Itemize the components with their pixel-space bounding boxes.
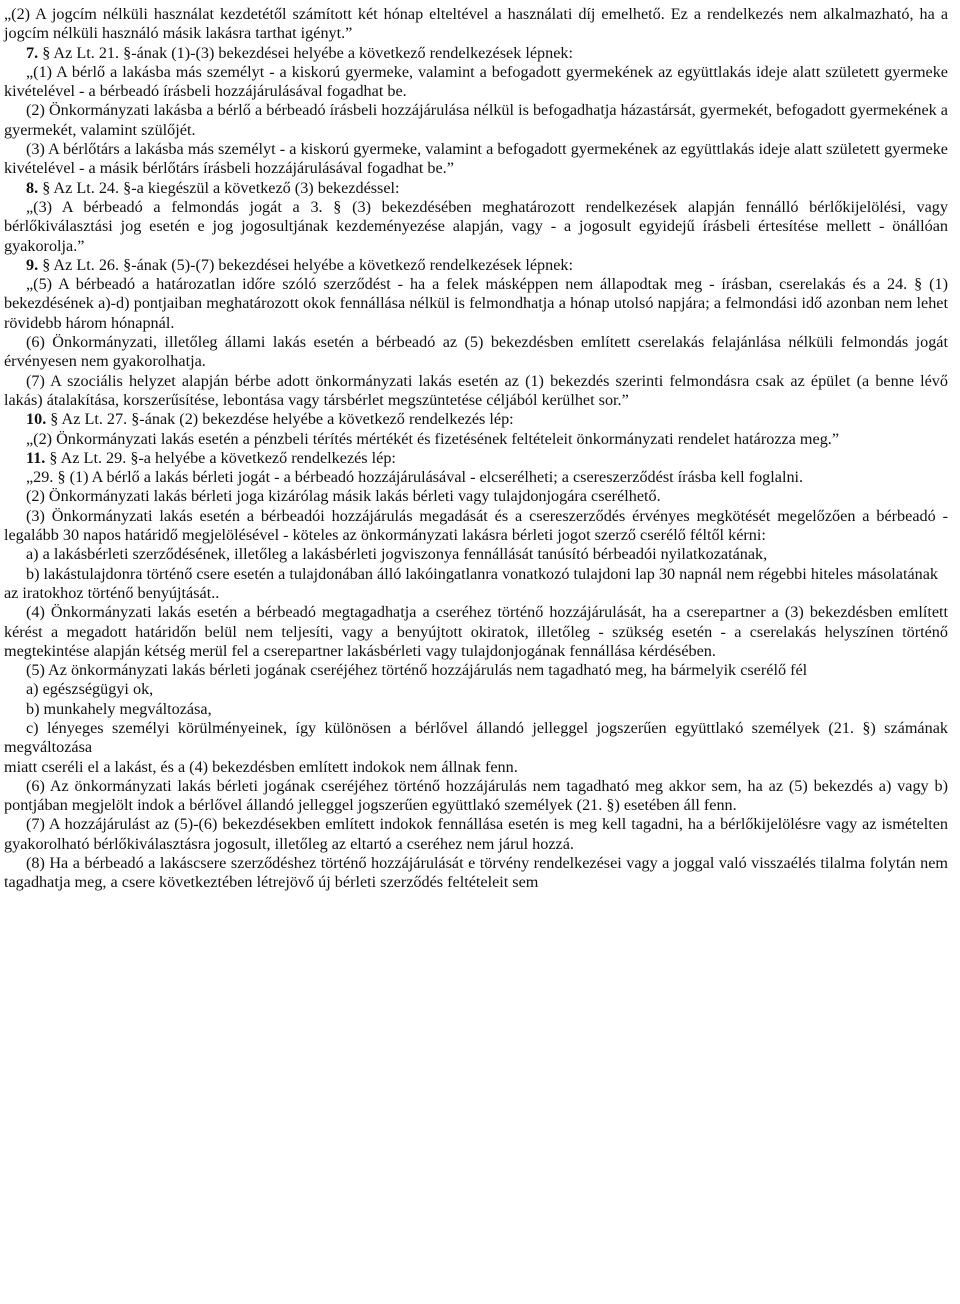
section-heading: [4, 44, 948, 63]
paragraph: [4, 661, 948, 680]
paragraph: [4, 584, 948, 603]
paragraph: [4, 275, 948, 333]
paragraph: [4, 101, 948, 140]
paragraph-text: (6) Önkormányzati, illetőleg állami lakás esetén a bérbeadó az (5) bekezdésben említett cserelakás felajánlása nélküli felmondás jogát érvényesen nem gyakorolhatja.: [4, 333, 948, 371]
paragraph-text: (2) Önkormányzati lakásba a bérlő a bérbeadó írásbeli hozzájárulása nélkül is befogadhatja házastársát, gyermekét, befogadott gyermekének a gyermekét, valamint szülőjét.: [4, 101, 948, 139]
section-heading-text: § Az Lt. 26. §-ának (5)-(7) bekezdései helyébe a következő rendelkezések lépnek:: [38, 255, 573, 274]
paragraph-text: miatt cseréli el a lakást, és a (4) bekezdésben említett indokok nem állnak fenn.: [4, 757, 518, 776]
paragraph: [4, 815, 948, 854]
section-heading: [4, 410, 948, 429]
list-item-text: c) lényeges személyi körülményeinek, így különösen a bérlővel állandó jelleggel jogszerűen együttlakó személyek (21. §) számának megváltozása: [4, 718, 948, 757]
list-item: [4, 700, 948, 719]
paragraph: [4, 5, 948, 44]
list-item: [4, 719, 948, 758]
paragraph: [4, 854, 948, 893]
paragraph-text: „(5) A bérbeadó a határozatlan időre szóló szerződést - ha a felek másképpen nem állapodtak meg - írásban, cserelakás és a 24. § (1) bekezdésének a)-d) pontjaiban meghatározott okok fennállása nélkül is felmondhatja a hónap utolsó napjára; a felmondási idő azonban nem lehet rövidebb három hónapnál.: [4, 275, 948, 332]
paragraph: [4, 430, 948, 449]
paragraph-text: „29. § (1) A bérlő a lakás bérleti jogát - a bérbeadó hozzájárulásával - elcserélheti; a csereszerződést írásba kell foglalni.: [26, 468, 804, 487]
paragraph-text: „(1) A bérlő a lakásba más személyt - a kiskorú gyermeke, valamint a befogadott gyermekének az együttlakás ideje alatt született gyermeke kivételével - a bérbeadó írásbeli hozzájárulásával fogadhat be.: [4, 62, 948, 101]
paragraph: [4, 372, 948, 411]
paragraph-text: „(3) A bérbeadó a felmondás jogát a 3. § (3) bekezdésében meghatározott rendelkezések alapján fennálló bérlőkijelölési, vagy bérlőkiválasztási jog esetén e jog jogosultjának kezdeményezése alapján, vagy - a jogosult egyidejű írásbeli értesítése mellett - önállóan gyakorolja.”: [4, 197, 948, 255]
paragraph: [4, 468, 948, 487]
section-heading: [4, 256, 948, 275]
list-item-text: a) a lakásbérleti szerződésének, illetőleg a lakásbérleti jogviszonya fennállását tanúsító bérbeadói nyilatkozatának,: [26, 545, 768, 564]
paragraph: [4, 507, 948, 546]
paragraph: [4, 198, 948, 256]
paragraph: [4, 333, 948, 372]
section-heading-text: § Az Lt. 24. §-a kiegészül a következő (3) bekezdéssel:: [38, 178, 400, 197]
section-heading-text: § Az Lt. 21. §-ának (1)-(3) bekezdései helyébe a következő rendelkezések lépnek:: [38, 43, 573, 62]
section-number: 11.: [26, 448, 46, 467]
paragraph-text: (5) Az önkormányzati lakás bérleti jogának cseréjéhez történő hozzájárulás nem tagadható meg, ha bármelyik cserélő fél: [26, 661, 808, 680]
paragraph-text: (3) A bérlőtárs a lakásba más személyt - a kiskorú gyermeke, valamint a befogadott gyermekének az együttlakás ideje alatt született gyermeke kivételével - a másik bérlőtárs írásbeli hozzájárulásával fogadhat be.”: [4, 140, 948, 178]
list-item-text: b) lakástulajdonra történő csere esetén a tulajdonában álló lakóingatlanra vonatkozó tulajdoni lap 30 napnál nem régebbi hiteles másolatának: [26, 564, 939, 583]
section-number: 7.: [26, 43, 39, 62]
paragraph: [4, 140, 948, 179]
paragraph-text: (6) Az önkormányzati lakás bérleti jogának cseréjéhez történő hozzájárulás nem tagadható meg akkor sem, ha az (5) bekezdés a) vagy b) pontjában megjelölt indok a bérlővel állandó jelleggel jogszerűen együttlakó személyek (21. §) esetében áll fenn.: [4, 776, 948, 815]
paragraph-text: (7) A hozzájárulást az (5)-(6) bekezdésekben említett indokok fennállása esetén is meg kell tagadni, ha a bérlőkijelölésre vagy az ismételten gyakorolható bérlőkiválasztásra jogosult, illetőleg az eltartó a cseréhez nem járul hozzá.: [4, 815, 948, 853]
paragraph-text: „(2) A jogcím nélküli használat kezdetétől számított két hónap elteltével a használati díj emelhető. Ez a rendelkezés nem alkalmazható, ha a jogcím nélküli használó másik lakásra tarthat igényt.”: [4, 5, 948, 43]
paragraph: [4, 63, 948, 102]
paragraph-text: az iratokhoz történő benyújtását..: [4, 583, 220, 602]
paragraph-text: (2) Önkormányzati lakás bérleti joga kizárólag másik lakás bérleti vagy tulajdonjogára cserélhető.: [26, 487, 661, 506]
paragraph-text: (7) A szociális helyzet alapján bérbe adott önkormányzati lakás esetén az (1) bekezdés szerinti felmondásra csak az épület (a benne lévő lakás) átalakítása, korszerűsítése, lebontása vagy társbérlet megszüntetése céljából kerülhet sor.”: [4, 371, 948, 409]
paragraph: [4, 603, 948, 661]
section-number: 9.: [26, 255, 39, 274]
list-item-text: b) munkahely megváltozása,: [26, 699, 212, 718]
list-item: [4, 545, 948, 564]
list-item: [4, 680, 948, 699]
section-heading: [4, 449, 948, 468]
paragraph: [4, 487, 948, 506]
section-heading-text: § Az Lt. 27. §-ának (2) bekezdése helyébe a következő rendelkezés lép:: [46, 410, 514, 429]
paragraph-text: (8) Ha a bérbeadó a lakáscsere szerződéshez történő hozzájárulását e törvény rendelkezései vagy a joggal való visszaélés tilalma folytán nem tagadhatja meg, a csere következtében létrejövő új bérleti szerződés feltételeit sem: [4, 854, 948, 892]
list-item: [4, 565, 948, 584]
paragraph: [4, 758, 948, 777]
paragraph-text: (3) Önkormányzati lakás esetén a bérbeadói hozzájárulás megadását és a csereszerződés érvényes megkötését megelőzően a bérbeadó - legalább 30 napos határidő megjelölésével - köteles az önkormányzati lakásra bérleti jogot szerző cserélő féltől kérni:: [4, 506, 948, 545]
paragraph-text: „(2) Önkormányzati lakás esetén a pénzbeli térítés mértékét és fizetésének feltételeit önkormányzati rendelet határozza meg.”: [26, 429, 840, 448]
list-item-text: a) egészségügyi ok,: [26, 680, 154, 699]
section-heading: [4, 179, 948, 198]
paragraph: [4, 777, 948, 816]
section-number: 8.: [26, 178, 39, 197]
section-number: 10.: [26, 410, 47, 429]
paragraph-text: (4) Önkormányzati lakás esetén a bérbeadó megtagadhatja a cseréhez történő hozzájárulását, ha a cserepartner a (3) bekezdésben említett kérést a megadott határidőn belül nem teljesíti, vagy a benyújtott okiratok, illetőleg - szükség esetén - a cserelakás helyszínen történő megtekintése alapján kétség merül fel a cserepartner lakásbérleti vagy tulajdonjogának fennállása kérdésében.: [4, 603, 948, 660]
section-heading-text: § Az Lt. 29. §-a helyébe a következő rendelkezés lép:: [45, 448, 396, 467]
